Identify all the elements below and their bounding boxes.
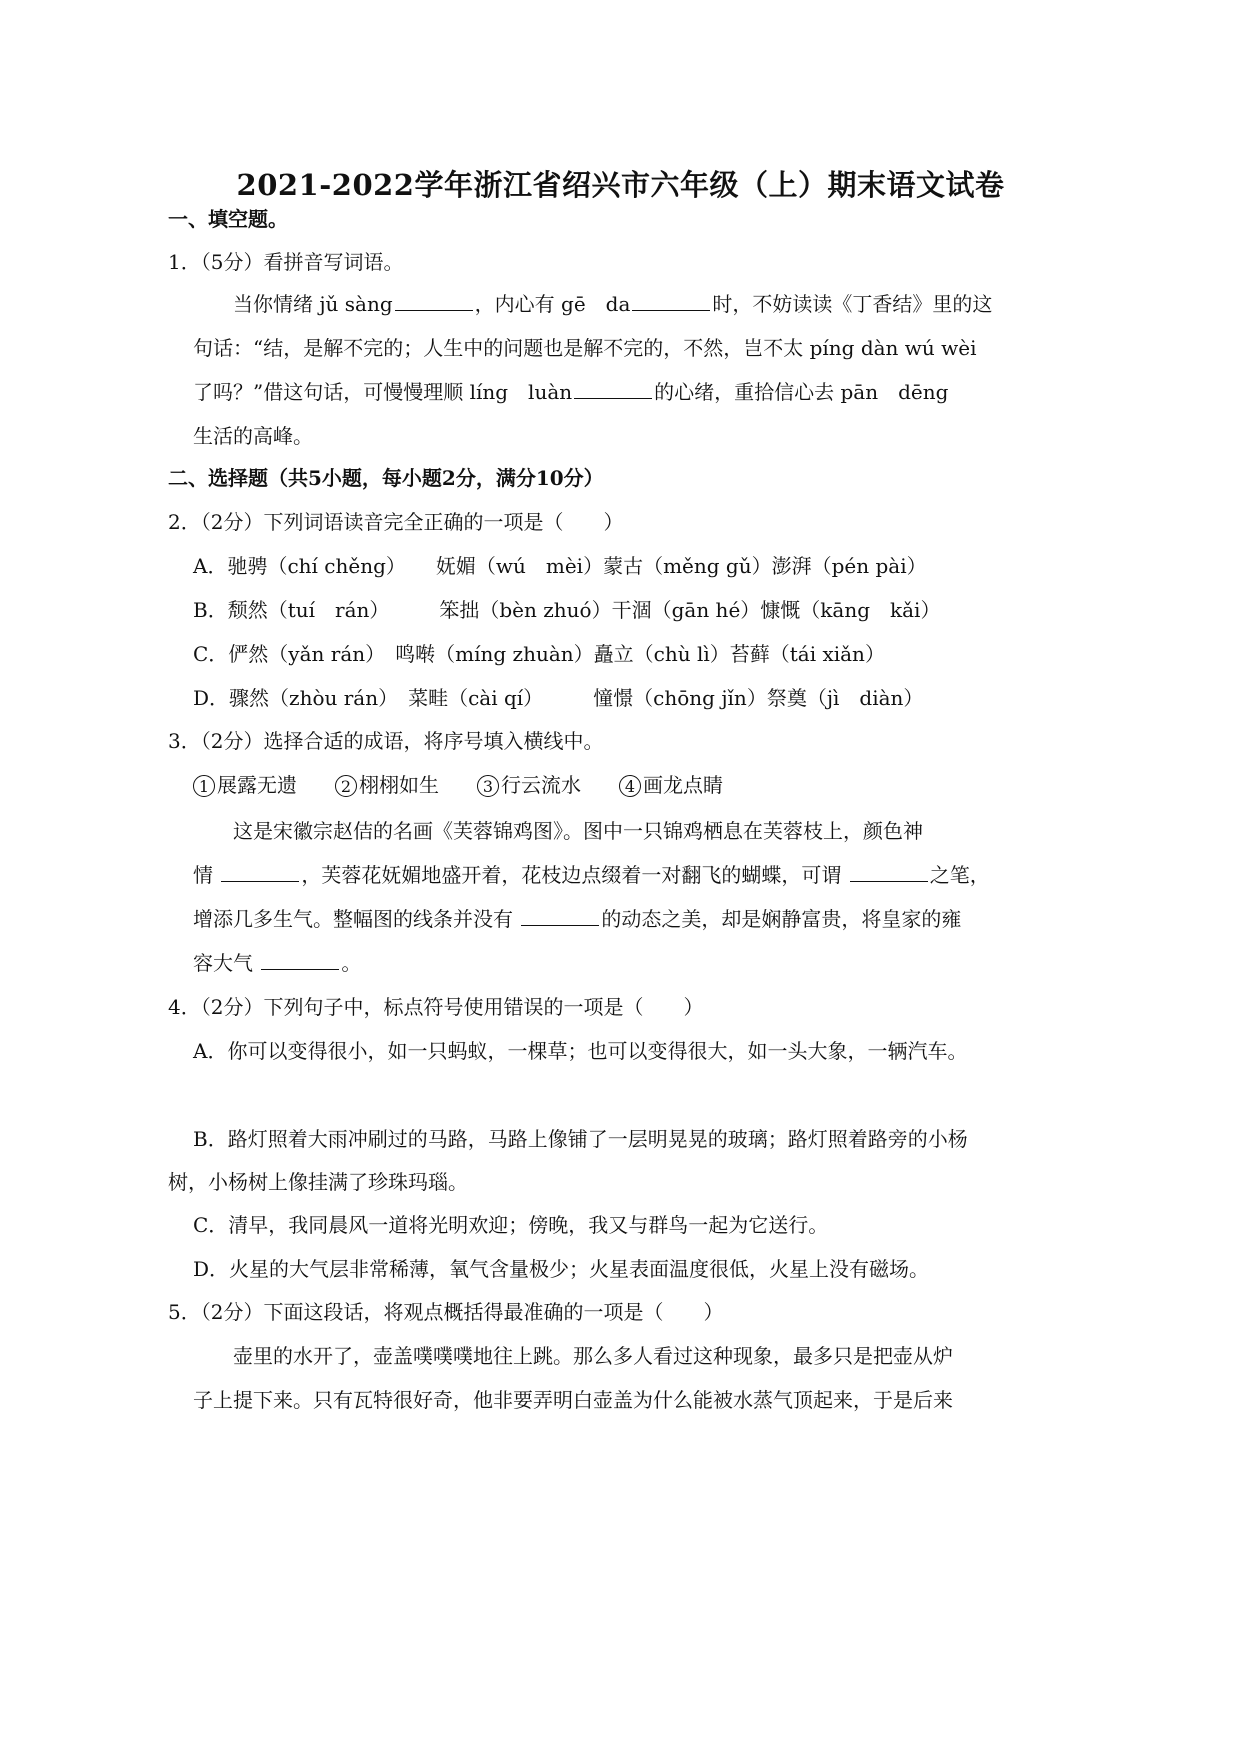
section-heading-choice: 二、选择题（共5小题，每小题2分，满分10分） (168, 466, 604, 490)
q2-option-a: A．驰骋（chí chěng） 妩媚（wú mèi）蒙古（měng gǔ）澎湃（pén pài） (193, 554, 927, 578)
q1-stem: 1．（5分）看拼音写词语。 (168, 250, 404, 274)
q3-line-2: 情 ，芙蓉花妩媚地盛开着，花枝边点缀着一对翻飞的蝴蝶，可谓 之笔， (193, 863, 990, 887)
q1-blank-1[interactable] (395, 290, 473, 311)
q2-stem: 2．（2分）下列词语读音完全正确的一项是（ ） (168, 510, 624, 534)
q2-option-b: B．颓然（tuí rán） 笨拙（bèn zhuó）干涸（gān hé）慷慨（kāng kǎi） (193, 598, 941, 622)
q1-line-4: 生活的高峰。 (193, 424, 313, 448)
q5-line-1: 壶里的水开了，壶盖噗噗噗地往上跳。那么多人看过这种现象，最多只是把壶从炉 (233, 1344, 953, 1368)
q2-option-d: D．骤然（zhòu rán） 菜畦（cài qí） 憧憬（chōng jǐn）祭奠（jì diàn） (193, 686, 924, 710)
q3-idiom-2: 2 栩栩如生 (335, 771, 439, 799)
q2-option-c: C．俨然（yǎn rán） 鸣啭（míng zhuàn）矗立（chù lì）苔藓（tái xiǎn） (193, 642, 885, 666)
q3-idiom-4: 4 画龙点睛 (619, 771, 723, 799)
q1-line-1: 当你情绪 jǔ sàng ，内心有 gē da 时，不妨读读《丁香结》里的这 (233, 292, 993, 316)
q1-line-3: 了吗？”借这句话，可慢慢理顺 líng luàn 的心绪，重拾信心去 pān dēng (193, 380, 949, 404)
q1-blank-2[interactable] (632, 290, 710, 311)
q4-option-c: C．清早，我同晨风一道将光明欢迎；傍晚，我又与群鸟一起为它送行。 (193, 1213, 829, 1237)
q3-idiom-options (193, 771, 761, 799)
exam-title: 2021-2022学年浙江省绍兴市六年级（上）期末语文试卷 (236, 168, 1005, 202)
q4-option-b-line-1: B．路灯照着大雨冲刷过的马路，马路上像铺了一层明晃晃的玻璃；路灯照着路旁的小杨 (193, 1127, 968, 1151)
q4-option-b-line-2: 树，小杨树上像挂满了珍珠玛瑙。 (168, 1170, 468, 1194)
q5-line-2: 子上提下来。只有瓦特很好奇，他非要弄明白壶盖为什么能被水蒸气顶起来，于是后来 (193, 1388, 953, 1412)
q4-option-a: A．你可以变得很小，如一只蚂蚁，一棵草；也可以变得很大，如一头大象，一辆汽车。 (193, 1039, 968, 1063)
q3-line-3: 增添几多生气。整幅图的线条并没有 的动态之美，却是娴静富贵，将皇家的雍 (193, 907, 962, 931)
q3-idiom-3: 3 行云流水 (477, 771, 581, 799)
q3-blank-2[interactable] (850, 861, 928, 882)
q3-blank-3[interactable] (521, 905, 599, 926)
q3-blank-4[interactable] (261, 949, 339, 970)
q3-idiom-1: 1 展露无遗 (193, 771, 297, 799)
section-heading-fill: 一、填空题。 (168, 207, 288, 231)
q4-option-d: D．火星的大气层非常稀薄，氧气含量极少；火星表面温度很低，火星上没有磁场。 (193, 1257, 930, 1281)
q5-stem: 5．（2分）下面这段话，将观点概括得最准确的一项是（ ） (168, 1300, 724, 1324)
q3-stem: 3．（2分）选择合适的成语，将序号填入横线中。 (168, 729, 604, 753)
q3-line-1: 这是宋徽宗赵佶的名画《芙蓉锦鸡图》。图中一只锦鸡栖息在芙蓉枝上，颜色神 (233, 819, 923, 843)
q3-blank-1[interactable] (221, 861, 299, 882)
q1-line-2: 句话：“结，是解不完的；人生中的问题也是解不完的，不然，岂不太 píng dàn wú wèi (193, 336, 977, 360)
q1-blank-3[interactable] (574, 378, 652, 399)
q4-stem: 4．（2分）下列句子中，标点符号使用错误的一项是（ ） (168, 995, 704, 1019)
q3-line-4: 容大气 。 (193, 951, 362, 975)
